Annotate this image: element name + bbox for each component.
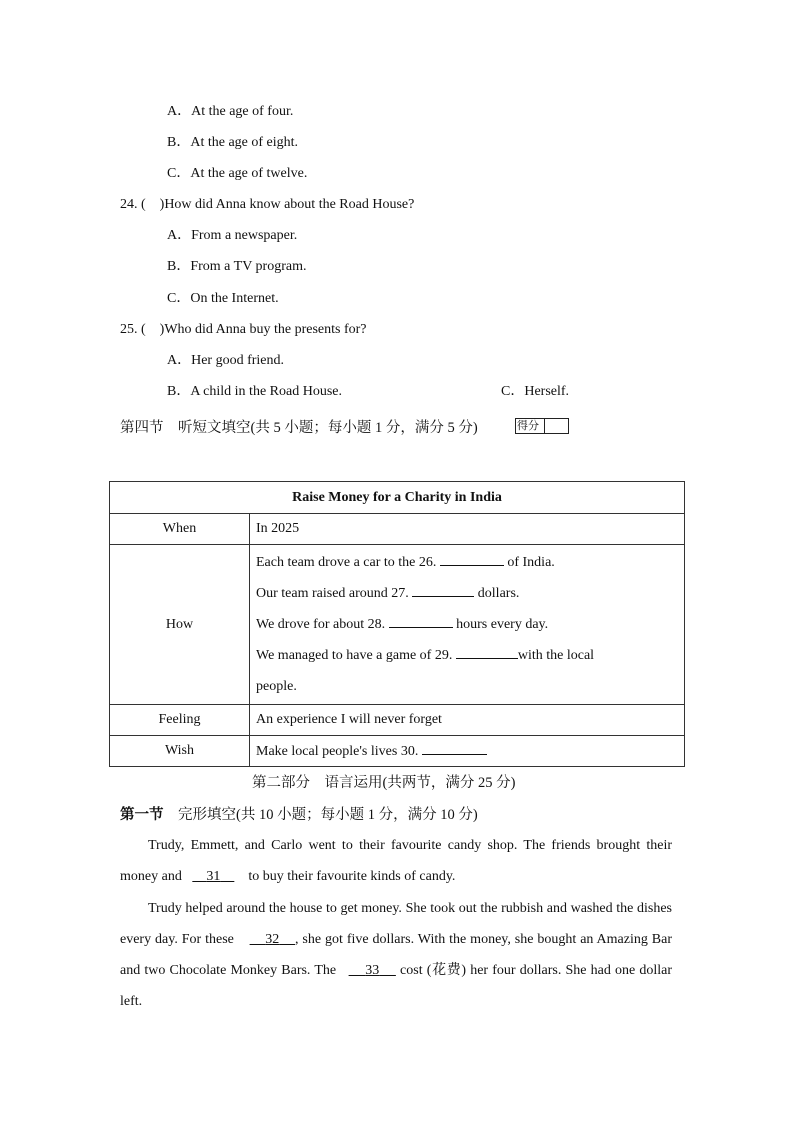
blank-30[interactable] [422, 742, 487, 755]
q23-option-b: B．At the age of eight. [167, 135, 299, 150]
table-title: Raise Money for a Charity in India [110, 482, 685, 514]
q23-option-a: A．At the age of four. [167, 104, 294, 119]
table-label-feeling: Feeling [110, 705, 250, 736]
table-label-when: When [110, 514, 250, 545]
how-line-people: people. [256, 679, 297, 694]
table-cell-wish: Make local people's lives 30. [250, 736, 685, 767]
section4-heading: 第四节 听短文填空(共 5 小题；每小题 1 分，满分 5 分) [120, 420, 478, 436]
table-cell-feeling: An experience I will never forget [250, 705, 685, 736]
passage-paragraph-1: Trudy, Emmett, and Carlo went to their favourite candy shop. The friends brought their money and 31 to buy their favourite kinds of candy. [120, 838, 672, 884]
q25-option-a: A．Her good friend. [167, 353, 285, 368]
q24-option-b: B．From a TV program. [167, 259, 307, 274]
q23-option-c: C．At the age of twelve. [167, 166, 308, 181]
blank-26[interactable] [440, 553, 504, 566]
table-label-wish: Wish [110, 736, 250, 767]
section1-heading [120, 806, 478, 824]
blank-28[interactable] [389, 615, 453, 628]
passage-paragraph-2: Trudy helped around the house to get money. She took out the rubbish and washed the dishes every day. For these 32 , she got five dollars. With the money, she bought an Amazing Bar and two Chocolate Monkey Bars. The 33 cost (花费) her four dollars. She had one dollar left. [120, 901, 673, 1009]
fill-in-table [109, 481, 685, 767]
part2-heading: 第二部分 语言运用(共两节，满分 25 分) [252, 775, 516, 791]
q25-stem: 25. ( )Who did Anna buy the presents for? [120, 322, 367, 337]
blank-32[interactable]: 32 [265, 932, 280, 947]
how-line-29: We managed to have a game of 29. with the local [256, 648, 595, 663]
score-label: 得分 [517, 420, 539, 432]
q24-option-a: A．From a newspaper. [167, 228, 298, 243]
q25-option-c: C．Herself. [501, 384, 570, 399]
blank-31[interactable]: 31 [206, 869, 221, 884]
q25-option-b: B．A child in the Road House. [167, 384, 342, 399]
how-line-28: We drove for about 28. hours every day. [256, 617, 549, 632]
table-label-how: How [110, 545, 250, 705]
blank-29[interactable] [456, 646, 518, 659]
how-line-26: Each team drove a car to the 26. of India. [256, 555, 555, 570]
blank-27[interactable] [412, 584, 474, 597]
q24-stem: 24. ( )How did Anna know about the Road House? [120, 197, 415, 212]
table-cell-when: In 2025 [250, 514, 685, 545]
score-box-divider [544, 419, 545, 433]
table-cell-how [250, 545, 685, 705]
section1-rest: 完形填空(共 10 小题；每小题 1 分，满分 10 分) [178, 807, 478, 823]
blank-33[interactable]: 33 [365, 963, 380, 978]
how-line-27: Our team raised around 27. dollars. [256, 586, 520, 601]
score-box [515, 418, 569, 434]
q24-option-c: C．On the Internet. [167, 291, 279, 306]
section1-title: 第一节 [120, 807, 164, 823]
